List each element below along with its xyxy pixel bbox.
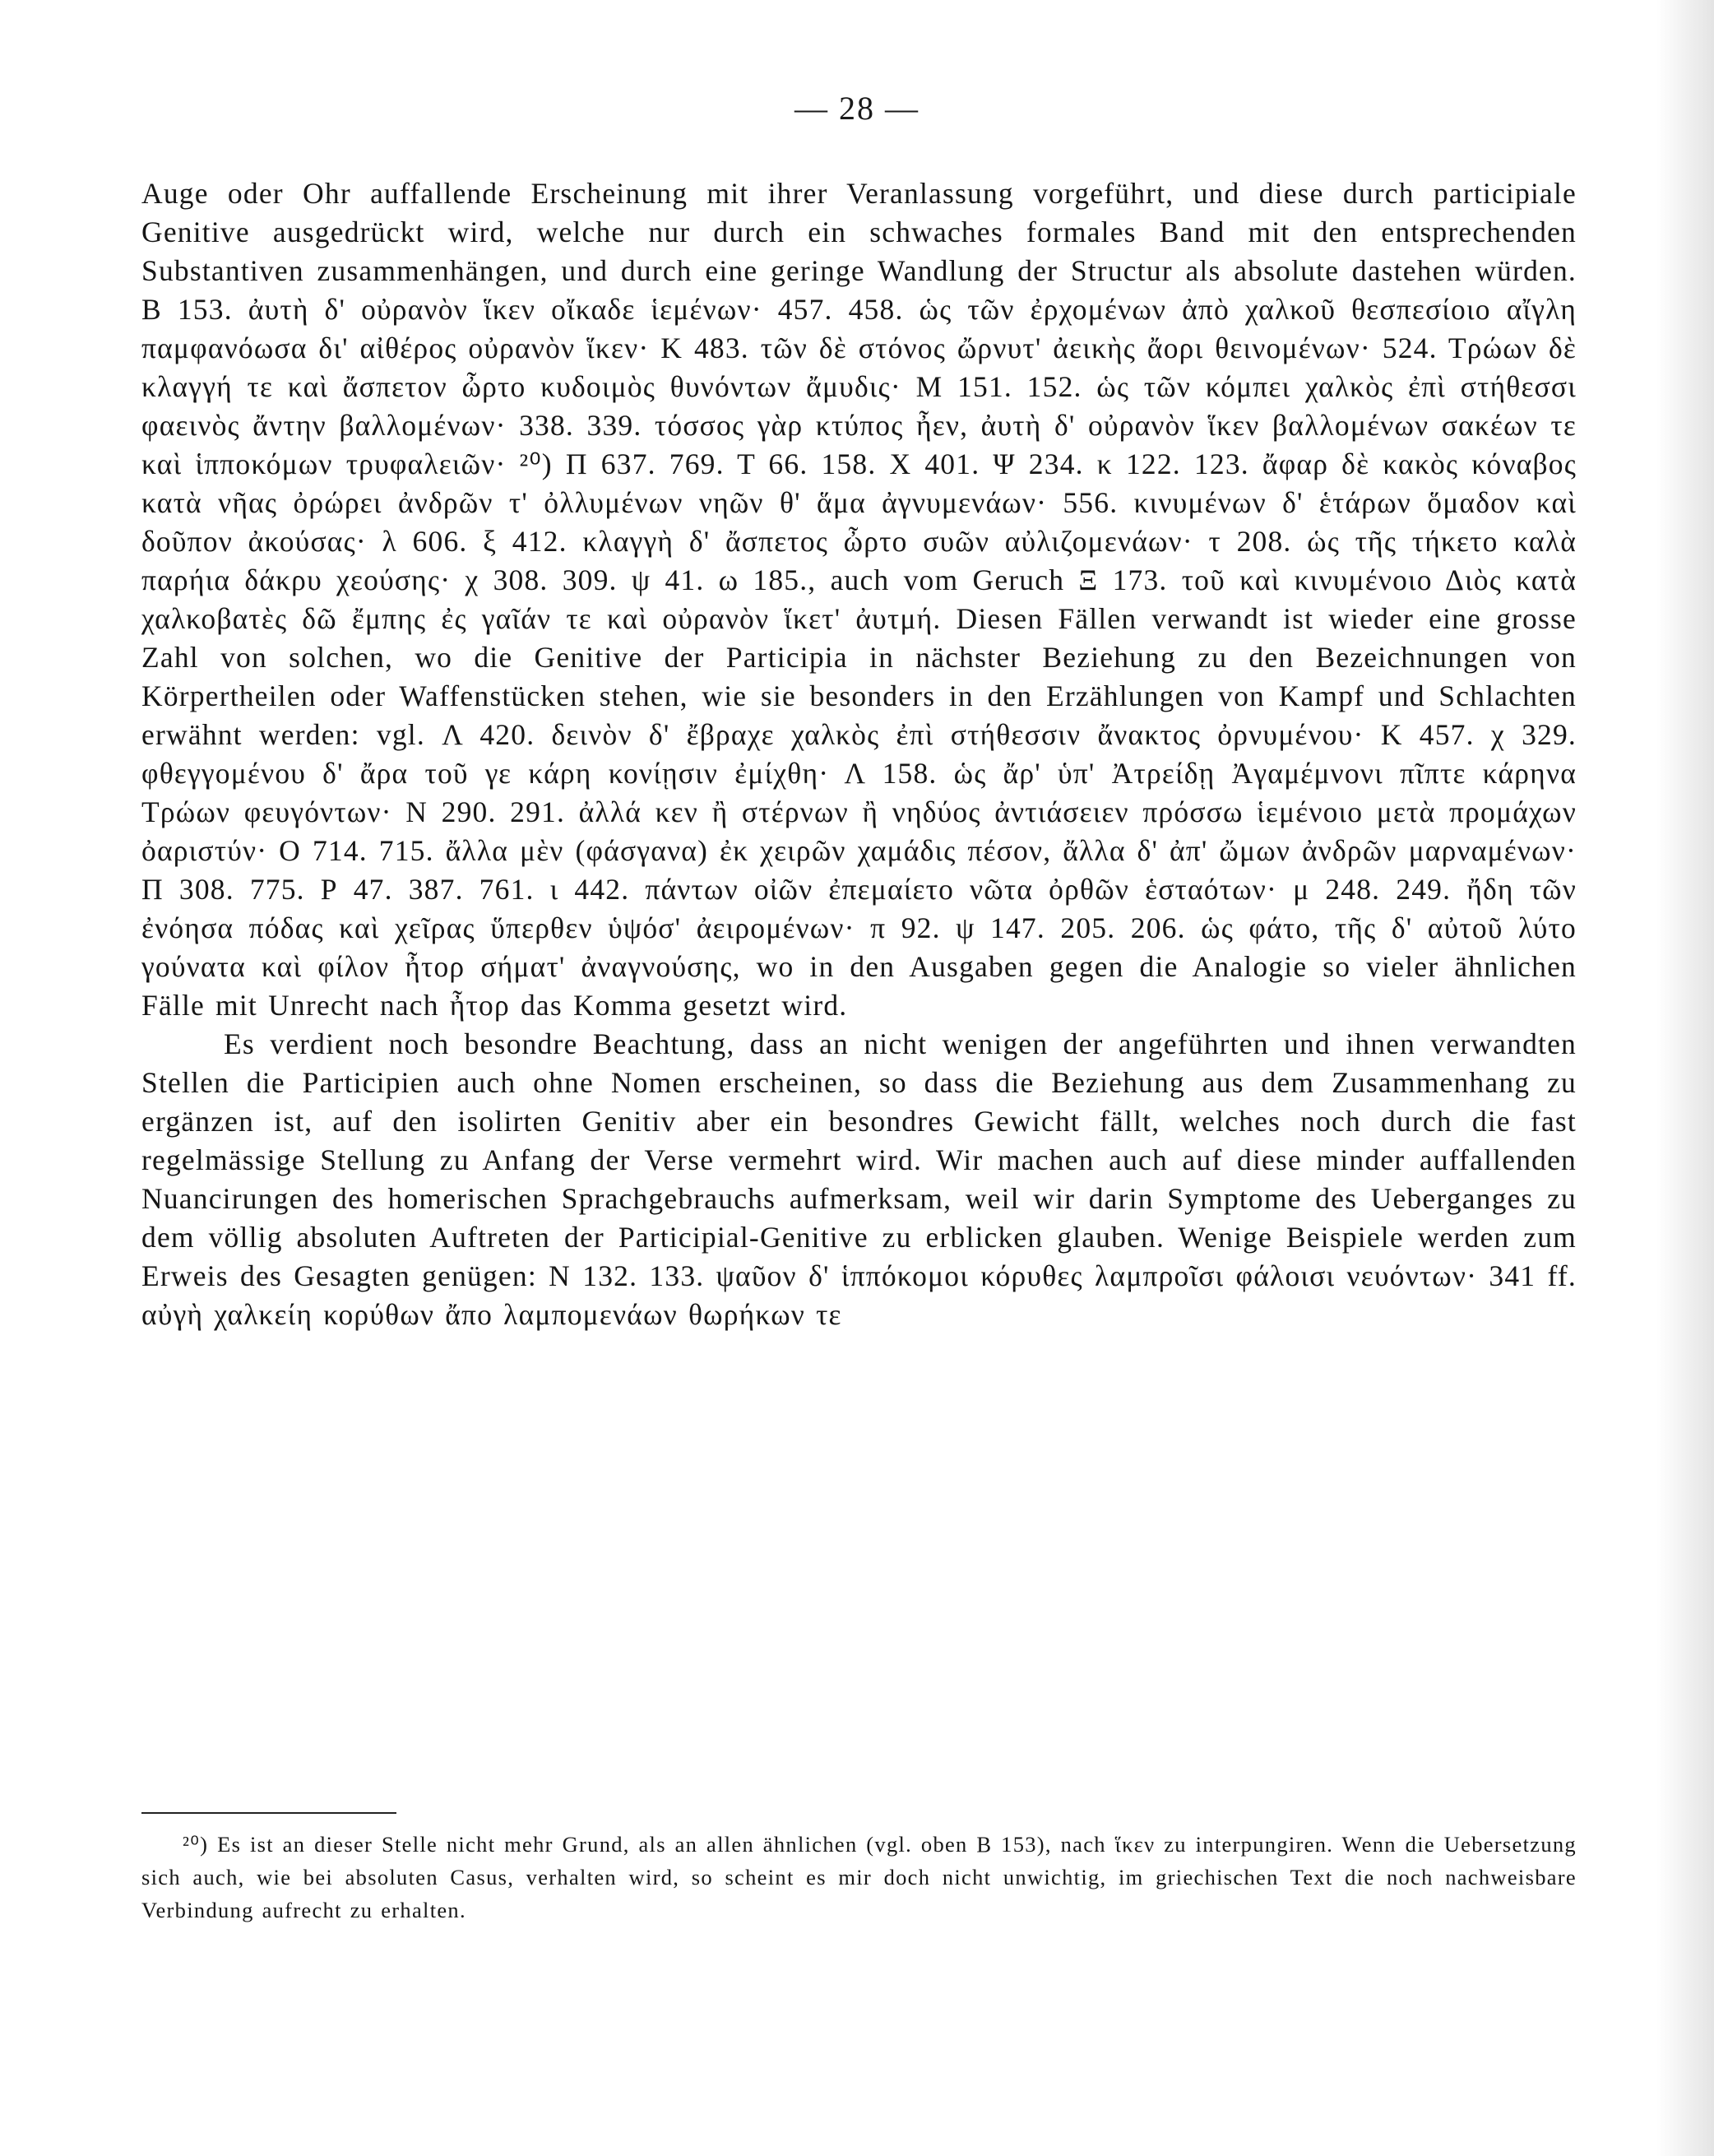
- footnote: ²⁰) Es ist an dieser Stelle nicht mehr Grund, als an allen ähnlichen (vgl. oben Β 153), nach ἵκεν zu interpungiren. Wenn die Uebersetzung sich auch, wie bei absoluten Casus, verhalten wird, so scheint es mir doch nicht unwichtig, im griechischen Text die noch nachweisbare Verbindung aufrecht zu erhalten.: [141, 1832, 1577, 1922]
- page-edge-shadow: [1656, 0, 1714, 2156]
- body-paragraph: Auge oder Ohr auffallende Erscheinung mit ihrer Veranlassung vorgeführt, und diese durch participiale Genitive ausgedrückt wird, welche nur durch ein schwaches formales Band mit den entsprechenden Substantiven zusammenhängen, und durch eine geringe Wandlung der Structur als absolute dastehen würden. Β 153. ἀυτὴ δ' οὐρανὸν ἵκεν οἴκαδε ἱεμένων· 457. 458. ὡς τῶν ἐρχομένων ἀπὸ χαλκοῦ θεσπεσίοιο αἴγλη παμφανόωσα δι' αἰθέρος οὐρανὸν ἵκεν· Κ 483. τῶν δὲ στόνος ὤρνυτ' ἀεικὴς ἄορι θεινομένων· 524. Τρώων δὲ κλαγγή τε καὶ ἄσπετον ὦρτο κυδοιμὸς θυνόντων ἄμυδις· Μ 151. 152. ὡς τῶν κόμπει χαλκὸς ἐπὶ στήθεσσι φαεινὸς ἄντην βαλλομένων· 338. 339. τόσσος γὰρ κτύπος ἦεν, ἀυτὴ δ' οὐρανὸν ἵκεν βαλλομένων σακέων τε καὶ ἱπποκόμων τρυφαλειῶν· ²⁰) Π 637. 769. Τ 66. 158. Χ 401. Ψ 234. κ 122. 123. ἄφαρ δὲ κακὸς κόναβος κατὰ νῆας ὀρώρει ἀνδρῶν τ' ὀλλυμένων νηῶν θ' ἅμα ἀγνυμενάων· 556. κινυμένων δ' ἑτάρων ὅμαδον καὶ δοῦπον ἀκούσας· λ 606. ξ 412. κλαγγὴ δ' ἄσπετος ὦρτο συῶν αὐλιζομενάων· τ 208. ὡς τῆς τήκετο καλὰ παρήια δάκρυ χεούσης· χ 308. 309. ψ 41. ω 185., auch vom Geruch Ξ 173. τοῦ καὶ κινυμένοιο Διὸς κατὰ χαλκοβατὲς δῶ ἔμπης ἐς γαῖάν τε καὶ οὐρανὸν ἵκετ' ἀυτμή. Diesen Fällen verwandt ist wieder eine grosse Zahl von solchen, wo die Genitive der Participia in nächster Beziehung zu den Bezeichnungen von Körpertheilen oder Waffenstücken stehen, wie sie besonders in den Erzählungen von Kampf und Schlachten erwähnt werden: vgl. Λ 420. δεινὸν δ' ἔβραχε χαλκὸς ἐπὶ στήθεσσιν ἄνακτος ὀρνυμένου· Κ 457. χ 329. φθεγγομένου δ' ἄρα τοῦ γε κάρη κονίῃσιν ἐμίχθη· Λ 158. ὡς ἄρ' ὑπ' Ἀτρείδῃ Ἀγαμέμνονι πῖπτε κάρηνα Τρώων φευγόντων· Ν 290. 291. ἀλλά κεν ἢ στέρνων ἢ νηδύος ἀντιάσειεν πρόσσω ἱεμένοιο μετὰ προμάχων ὀαριστύν· Ο 714. 715. ἄλλα μὲν (φάσγανα) ἐκ χειρῶν χαμάδις πέσον, ἄλλα δ' ἀπ' ὤμων ἀνδρῶν μαρναμένων· Π 308. 775. Ρ 47. 387. 761. ι 442. πάντων οἰῶν ἐπεμαίετο νῶτα ὀρθῶν ἑσταότων· μ 248. 249. ἤδη τῶν ἐνόησα πόδας καὶ χεῖρας ὕπερθεν ὑψόσ' ἀειρομένων· π 92. ψ 147. 205. 206. ὡς φάτο, τῆς δ' αὐτοῦ λύτο γούνατα καὶ φίλον ἦτορ σήματ' ἀναγνούσης, wo in den Ausgaben gegen die Analogie so vieler ähnlichen Fälle mit Unrecht nach ἦτορ das Komma gesetzt wird.: [141, 177, 1577, 1022]
- body-text: [141, 174, 1577, 1334]
- footnote-divider: [141, 1812, 396, 1814]
- page-number: — 28 —: [794, 90, 920, 127]
- footnotes: [141, 1828, 1577, 1926]
- body-paragraph: Es verdient noch besondre Beachtung, dass an nicht wenigen der angeführten und ihnen verwandten Stellen die Participien auch ohne Nomen erscheinen, so dass die Beziehung aus dem Zusammenhang zu ergänzen ist, auf den isolirten Genitiv aber ein besondres Gewicht fällt, welches noch durch die fast regelmässige Stellung zu Anfang der Verse vermehrt wird. Wir machen auch auf diese minder auffallenden Nuancirungen des homerischen Sprachgebrauchs aufmerksam, weil wir darin Symptome des Ueberganges zu dem völlig absoluten Auftreten der Participial-Genitive zu erblicken glauben. Wenige Beispiele werden zum Erweis des Gesagten genügen: Ν 132. 133. ψαῦον δ' ἱππόκομοι κόρυθες λαμπροῖσι φάλοισι νευόντων· 341 ff. αὐγὴ χαλκείη κορύθων ἄπο λαμπομενάων θωρήκων τε: [141, 1027, 1577, 1331]
